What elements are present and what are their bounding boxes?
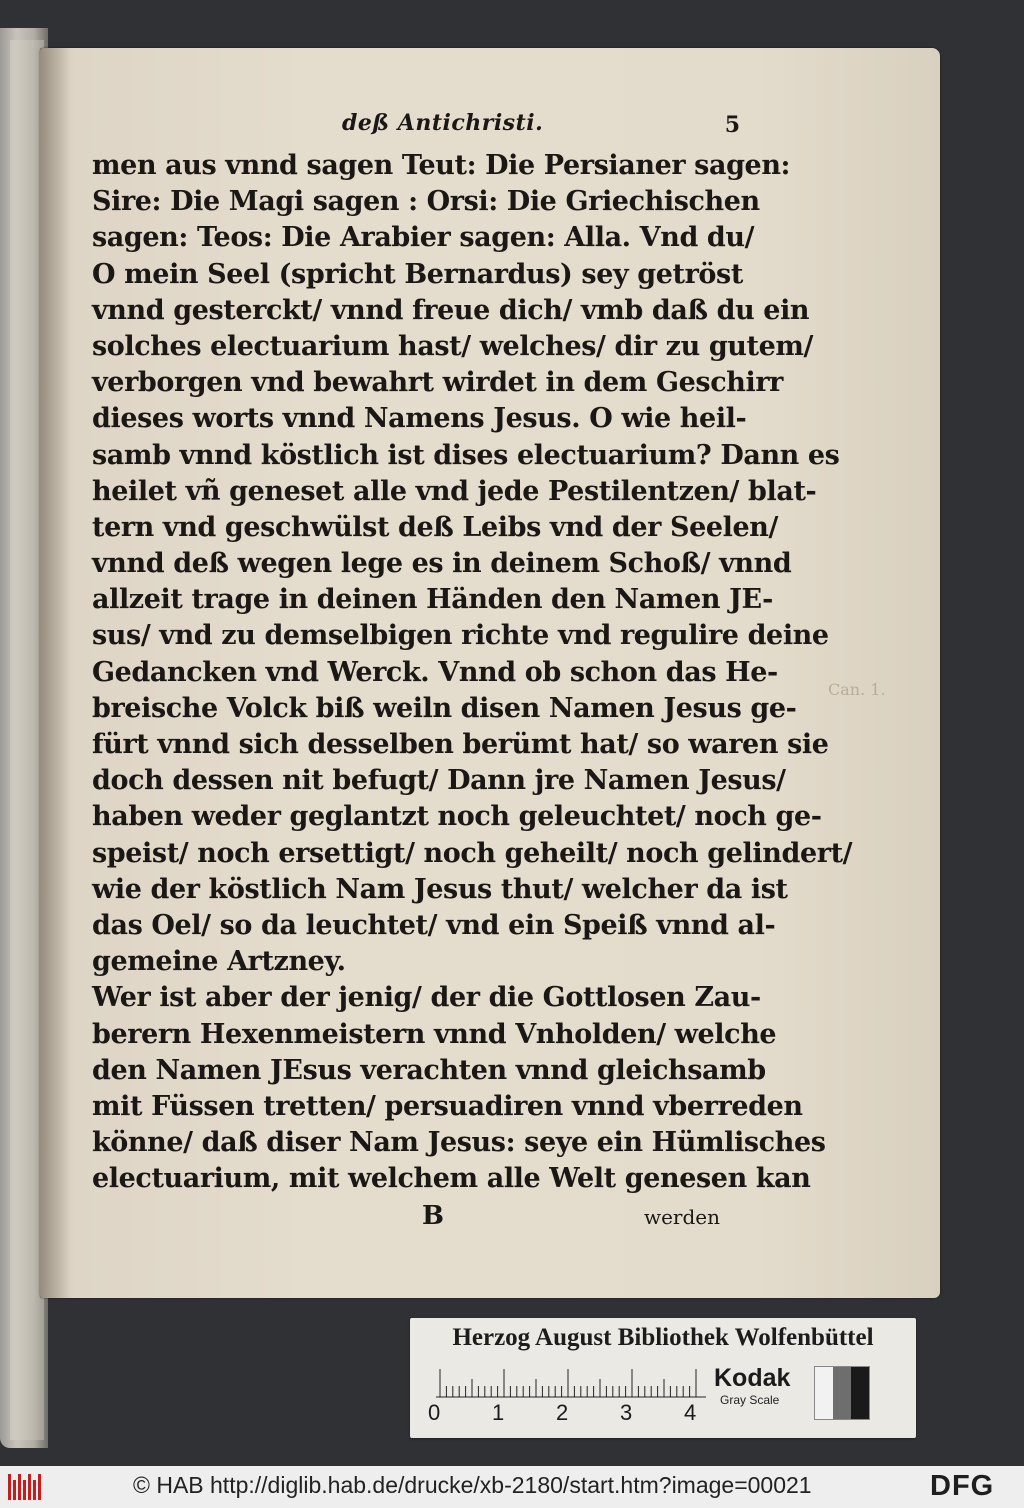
text-line: verborgen vnd bewahrt wirdet in dem Geschirr	[92, 367, 783, 399]
text-line: allzeit trage in deinen Händen den Namen JE-	[92, 584, 773, 616]
catchword: werden	[643, 1205, 720, 1230]
page-number: 5	[724, 112, 740, 138]
scale-digit: 2	[556, 1400, 569, 1425]
scale-digit: 3	[620, 1400, 633, 1425]
logo-bar	[18, 1474, 21, 1500]
text-line: könne/ daß diser Nam Jesus: seye ein Hümlisches	[92, 1127, 826, 1159]
text-line: den Namen JEsus verachten vnnd gleichsamb	[92, 1054, 766, 1086]
text-line: Sire: Die Magi sagen : Orsi: Die Griechischen	[92, 186, 760, 218]
kodak-logo: Kodak	[714, 1364, 791, 1392]
gray-scale-label: Gray Scale	[720, 1393, 780, 1407]
text-line: sus/ vnd zu demselbigen richte vnd regulire deine	[92, 620, 829, 652]
library-label	[410, 1318, 916, 1438]
running-head: deß Antichristi.	[342, 110, 544, 136]
gray-swatch	[815, 1367, 833, 1419]
text-line: das Oel/ so da leuchtet/ vnd ein Speiß vnnd al-	[92, 909, 776, 941]
text-line: heilet vñ geneset alle vnd jede Pestilentzen/ blat-	[92, 475, 817, 507]
text-line: sagen: Teos: Die Arabier sagen: Alla. Vnd du/	[92, 222, 755, 254]
scale-digits	[428, 1400, 728, 1430]
page-footer-line	[92, 1201, 732, 1241]
scale-digit: 1	[492, 1400, 505, 1425]
page-text	[92, 110, 853, 1241]
logo-bar	[33, 1480, 36, 1500]
copyright-link[interactable]: © HAB http://diglib.hab.de/drucke/xb-2180/start.htm?image=00021	[133, 1472, 812, 1498]
logo-bar	[13, 1480, 16, 1500]
page-header	[92, 110, 740, 148]
text-line: doch dessen nit befugt/ Dann jre Namen Jesus/	[92, 765, 786, 797]
library-name: Herzog August Bibliothek Wolfenbüttel	[452, 1324, 874, 1351]
scale-digit: 4	[684, 1400, 697, 1425]
text-line: dieses worts vnnd Namens Jesus. O wie heil-	[92, 403, 747, 435]
logo-bar	[23, 1480, 26, 1500]
text-line: O mein Seel (spricht Bernardus) sey getröst	[92, 258, 743, 290]
text-line: solches electuarium hast/ welches/ dir zu gutem/	[92, 330, 814, 362]
scale-ruler	[436, 1368, 706, 1398]
margin-bleed-text: Can. 1.	[828, 680, 886, 699]
dfg-logo: DFG	[930, 1470, 995, 1502]
logo-bar	[38, 1474, 41, 1500]
text-line: samb vnnd köstlich ist dises electuarium? Dann es	[92, 439, 840, 471]
text-line: gemeine Artzney.	[92, 946, 346, 978]
gray-swatch	[851, 1367, 869, 1419]
text-line: vnnd deß wegen lege es in deinem Schoß/ vnnd	[92, 548, 792, 580]
logo-bar	[28, 1474, 31, 1500]
logo-bar	[8, 1474, 11, 1500]
hab-logo-icon	[8, 1474, 42, 1500]
signature-mark: B	[422, 1201, 444, 1232]
gutter-shadow	[40, 48, 70, 1298]
text-line: mit Füssen tretten/ persuadiren vnnd vberreden	[92, 1090, 803, 1122]
text-line: speist/ noch ersettigt/ noch geheilt/ noch gelindert/	[92, 837, 853, 869]
text-line: men aus vnnd sagen Teut: Die Persianer sagen:	[92, 150, 791, 181]
text-line: Gedancken vnd Werck. Vnnd ob schon das He-	[92, 656, 778, 688]
gray-swatch	[833, 1367, 851, 1419]
text-line: electuarium, mit welchem alle Welt genesen kan	[92, 1163, 811, 1195]
scale-digit: 0	[428, 1400, 441, 1425]
book-page-stack	[10, 40, 44, 1440]
text-line: tern vnd geschwülst deß Leibs vnd der Seelen/	[92, 511, 778, 543]
text-line: Wer ist aber der jenig/ der die Gottlosen Zau-	[92, 982, 761, 1014]
text-line: fürt vnnd sich desselben berümt hat/ so waren sie	[92, 729, 829, 760]
text-line: breische Volck biß weiln disen Namen Jesus ge-	[92, 692, 797, 724]
footer-bar	[0, 1466, 1024, 1508]
text-line: wie der köstlich Nam Jesus thut/ welcher da ist	[92, 873, 788, 905]
text-line: vnnd gesterckt/ vnnd freue dich/ vmb daß du ein	[92, 294, 810, 326]
text-lines	[92, 148, 853, 1197]
gray-scale-swatches	[814, 1366, 870, 1420]
text-line: haben weder geglantzt noch geleuchtet/ noch ge-	[92, 801, 822, 833]
text-line: berern Hexenmeistern vnnd Vnholden/ welche	[92, 1018, 777, 1050]
